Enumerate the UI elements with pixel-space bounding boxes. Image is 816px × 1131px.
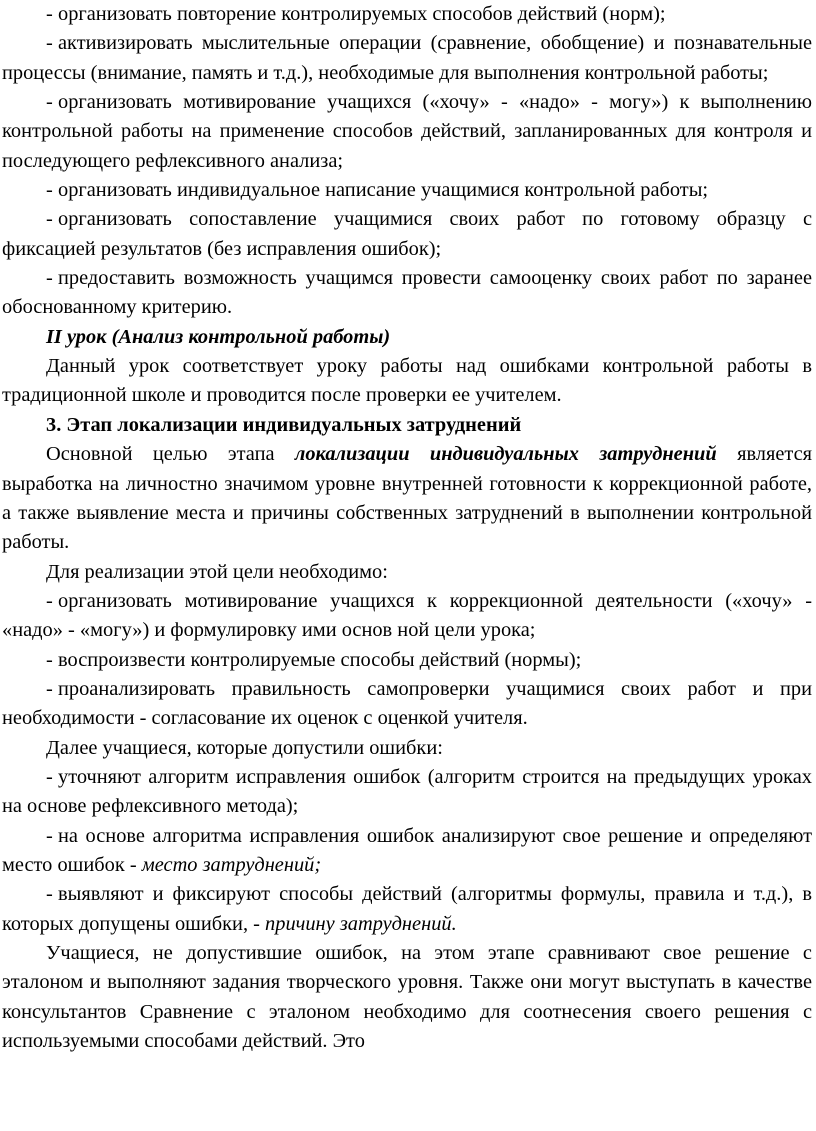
bullet-dash: -	[46, 765, 53, 788]
list-item	[2, 587, 812, 646]
list-item	[2, 675, 812, 734]
list-item	[2, 29, 812, 88]
list-item-text: воспроизвести контролируемые способы действий (нормы);	[58, 648, 582, 671]
list-item-text: уточняют алгоритм исправления ошибок (алгоритм строится на предыдущих уроках на основе рефлексивного метода);	[2, 765, 812, 818]
document-page	[2, 0, 812, 1056]
list-item-emphasis: причину затруднений.	[265, 912, 457, 935]
bullet-dash: -	[46, 589, 53, 612]
bullet-dash: -	[46, 824, 53, 847]
list-item	[2, 0, 812, 29]
list-item-text: проанализировать правильность самопроверки учащимися своих работ и при необходимости - согласование их оценок с оценкой учителя.	[2, 677, 812, 730]
bullet-dash: -	[46, 208, 53, 231]
list-item-text: организовать мотивирование учащихся («хочу» - «надо» - могу») к выполнению контрольной работы на применение способов действий, запланированных для контроля и последующего рефлексивного анализа;	[2, 91, 812, 172]
goal-intro: Для реализации этой цели необходимо:	[46, 560, 388, 583]
stage3-heading: 3. Этап локализации индивидуальных затруднений	[46, 413, 522, 436]
list-item-text: предоставить возможность учащимся провести самооценку своих работ по заранее обоснованному критерию.	[2, 267, 812, 319]
list-item	[2, 763, 812, 822]
stage3-emphasis: локализации индивидуальных затруднений	[294, 443, 717, 466]
list-item	[2, 264, 812, 323]
list-item	[2, 880, 812, 939]
bullet-dash: -	[46, 3, 53, 25]
list-item-emphasis: место затруднений;	[141, 853, 322, 876]
list-item	[2, 88, 812, 176]
bullet-dash: -	[46, 91, 53, 114]
list-item-text: на основе алгоритма исправления ошибок анализируют свое решение и определяют место ошибок -	[2, 824, 812, 876]
list-item-text: организовать индивидуальное написание учащимися контрольной работы;	[58, 179, 709, 202]
stage3-paragraph	[2, 440, 812, 557]
bullet-dash: -	[46, 267, 53, 290]
bullet-dash: -	[46, 179, 53, 202]
list-item-text: организовать сопоставление учащимися своих работ по готовому образцу с фиксацией результатов (без исправления ошибок);	[2, 208, 812, 260]
stage3-text-after: является выработка на личностно значимом уровне внутренней готовности к коррекционной работе, а также выявление места и причины собственных затруднений в выполнении контрольной работы.	[2, 443, 813, 554]
list-item	[2, 176, 812, 205]
bullet-dash: -	[46, 32, 53, 55]
bullet-dash: -	[46, 648, 53, 671]
final-paragraph: Учащиеся, не допустившие ошибок, на этом этапе сравнивают свое решение с эталоном и выполняют задания творческого уровня. Также они могут выступать в качестве консультантов Сравнение с эталоном необходимо для соотнесения своего решения с используемыми способами действий. Это	[2, 942, 812, 1053]
stage3-text-before: Основной целью этапа	[46, 443, 295, 466]
list-item-text: активизировать мыслительные операции (сравнение, обобщение) и познавательные процессы (внимание, память и т.д.), необходимые для выполнения контрольной работы;	[2, 32, 812, 84]
list-item-text: организовать мотивирование учащихся к коррекционной деятельности («хочу» - «надо» - «могу») и формулировку ими основ ной цели урока;	[2, 589, 812, 642]
list-item	[2, 205, 812, 264]
list-item-text: выявляют и фиксируют способы действий (алгоритмы формулы, правила и т.д.), в которых допущены ошибки, -	[2, 883, 812, 935]
bullet-dash: -	[46, 677, 53, 700]
list-item-text: организовать повторение контролируемых способов действий (норм);	[58, 3, 666, 25]
lesson2-heading: II урок (Анализ контрольной работы)	[46, 325, 391, 348]
errors-intro: Далее учащиеся, которые допустили ошибки:	[46, 736, 443, 759]
list-item	[2, 646, 812, 675]
lesson2-paragraph: Данный урок соответствует уроку работы над ошибками контрольной работы в традиционной школе и проводится после проверки ее учителем.	[2, 355, 812, 407]
bullet-dash: -	[46, 883, 53, 906]
list-item	[2, 822, 812, 881]
